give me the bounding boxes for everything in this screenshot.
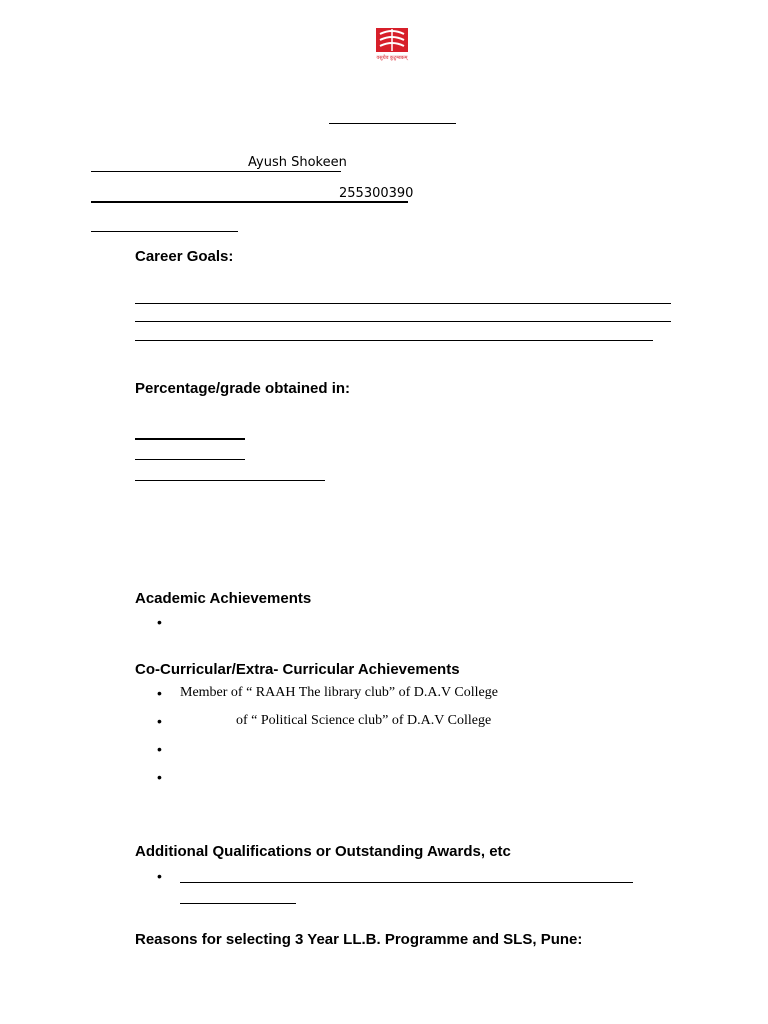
academic-heading: Academic Achievements — [135, 590, 312, 607]
reasons-heading: Reasons for selecting 3 Year LL.B. Programme and SLS, Pune: — [135, 931, 583, 948]
university-logo — [372, 26, 412, 64]
blank-field-line — [91, 231, 238, 232]
additional-heading: Additional Qualifications or Outstanding Awards, etc — [135, 843, 511, 860]
applicant-number: 255300390 — [339, 186, 414, 201]
name-field-line — [91, 171, 341, 172]
additional-line-2 — [180, 903, 296, 904]
cocurricular-item-2: of “ Political Science club” of D.A.V College — [236, 713, 492, 728]
cocurricular-heading: Co-Curricular/Extra- Curricular Achievements — [135, 661, 460, 678]
percentage-line-1 — [135, 438, 245, 440]
title-blank-line — [329, 123, 456, 124]
additional-bullet-1: • — [157, 868, 162, 884]
career-goals-line-2 — [135, 321, 671, 322]
percentage-heading: Percentage/grade obtained in: — [135, 380, 351, 397]
cocurricular-bullet-3: • — [157, 741, 162, 757]
percentage-line-3 — [135, 480, 325, 481]
cocurricular-bullet-4: • — [157, 769, 162, 785]
logo-caption: वसुधैव कुटुम्बकम् — [376, 55, 408, 61]
cocurricular-item-1: Member of “ RAAH The library club” of D.A.V College — [180, 685, 498, 700]
applicant-name: Ayush Shokeen — [248, 155, 347, 170]
additional-line-1 — [180, 882, 633, 883]
career-goals-heading: Career Goals: — [135, 248, 234, 265]
cocurricular-bullet-2: • — [157, 713, 162, 729]
career-goals-line-1 — [135, 303, 671, 304]
cocurricular-bullet-1: • — [157, 685, 162, 701]
career-goals-line-3 — [135, 340, 653, 341]
academic-bullet-1: • — [157, 614, 162, 630]
percentage-line-2 — [135, 459, 245, 460]
